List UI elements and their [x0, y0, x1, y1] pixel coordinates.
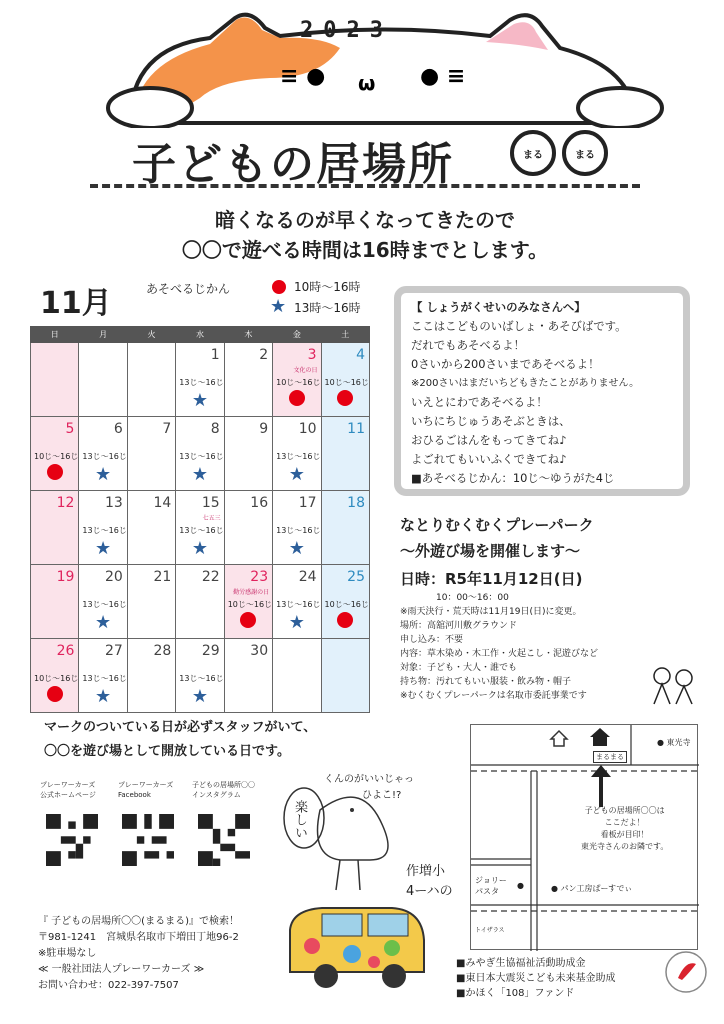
cat-eye-right: ● ≡ — [420, 64, 466, 89]
kids-line: ■あそべるじかん：10じ～ゆうがた4じ — [411, 471, 615, 485]
day-number: 16 — [250, 495, 269, 511]
calendar-day-cell — [176, 343, 224, 417]
star-icon: ★ — [288, 612, 305, 633]
day-number: 8 — [210, 421, 220, 437]
maru-circle-1: まる — [510, 130, 556, 176]
day-number: 6 — [113, 421, 123, 437]
day-time: 13じ～16じ — [276, 526, 321, 535]
calendar-day-cell — [321, 565, 369, 639]
kids-line: ※200さいはまだいちどもきたことがありません。 — [411, 378, 640, 389]
map-toysrus: トイザラス — [475, 927, 505, 934]
red-dot-icon — [47, 464, 63, 484]
day-number: 2 — [259, 347, 269, 363]
painted-van-image — [282, 900, 432, 1000]
day-time: 10じ～16じ — [34, 674, 79, 683]
day-number: 19 — [56, 569, 75, 585]
star-icon: ★ — [270, 296, 287, 317]
qr-code-instagram[interactable] — [198, 814, 250, 866]
playpark-detail: 持ち物：汚れてもいい服装・飲み物・帽子 — [400, 677, 572, 687]
day-time: 13じ～16じ — [82, 600, 127, 609]
day-number: 4 — [356, 347, 365, 363]
qr-block-facebook: プレーワーカーズ Facebook — [118, 781, 174, 799]
day-time: 13じ～16じ — [276, 600, 321, 609]
calendar-day-cell — [127, 491, 175, 565]
qr-code-facebook[interactable] — [122, 814, 174, 866]
day-number: 17 — [298, 495, 317, 511]
legend-title: あそべるじかん — [146, 282, 231, 296]
doodle-text-4: 4ーハの — [406, 884, 453, 899]
day-number: 9 — [259, 421, 269, 437]
day-number: 25 — [347, 569, 365, 585]
calendar-day-cell — [224, 639, 272, 713]
day-time: 13じ～16じ — [179, 378, 224, 387]
map-jolly-dot: ● — [517, 881, 524, 890]
day-number: 14 — [153, 495, 172, 511]
day-number: 12 — [56, 495, 75, 511]
destination-home-icon — [589, 727, 611, 747]
day-number: 22 — [201, 569, 220, 585]
calendar-day-cell — [321, 639, 369, 713]
weekday-row — [31, 327, 370, 343]
map-jolly-pasta: ジョリー パスタ — [475, 876, 507, 896]
day-number: 30 — [250, 643, 269, 659]
red-dot-icon — [289, 390, 305, 410]
calendar-day-cell — [176, 491, 224, 565]
kids-line: よごれてもいいふくできてね♪ — [411, 452, 567, 466]
footer-search: 『 子どもの居場所〇〇(まるまる)』で検索！ — [38, 916, 239, 927]
grant-3: ■かほく「108」ファンド — [456, 988, 575, 999]
doodle-text-2: ひよこ!? — [362, 790, 402, 801]
calendar-week-row — [31, 639, 370, 713]
calendar-day-cell — [321, 343, 369, 417]
red-dot-icon — [47, 686, 63, 706]
calendar-day-cell — [224, 417, 272, 491]
star-icon: ★ — [191, 538, 209, 559]
day-number: 13 — [105, 495, 123, 511]
year: 2023 — [300, 18, 393, 43]
calendar-day-cell — [176, 417, 224, 491]
kids-line: 0さいから200さいまであそべるよ！ — [411, 357, 600, 371]
calendar-day-cell — [321, 417, 369, 491]
day-number: 1 — [210, 347, 220, 363]
day-time: 10じ～16じ — [276, 378, 321, 387]
map-bakery: ● パン工房ぱーすでぃ — [551, 884, 633, 893]
footer-parking: ※駐車場なし — [38, 948, 97, 959]
mark-description-1: マークのついている日が必ずスタッフがいて、 — [44, 720, 317, 735]
calendar-table — [30, 326, 370, 713]
calendar-day-cell — [79, 343, 127, 417]
day-note: 七五三 — [202, 515, 221, 522]
day-note: 文化の日 — [293, 367, 318, 374]
kids-line: いちにちじゅうあそぶときは、 — [411, 414, 571, 428]
home-icon — [549, 729, 569, 747]
map-temple: ● 東光寺 — [657, 738, 691, 747]
day-number: 11 — [347, 421, 365, 437]
calendar-day-cell — [176, 565, 224, 639]
playpark-detail: 場所：高舘河川敷グラウンド — [400, 621, 518, 631]
calendar-day-cell — [273, 639, 321, 713]
red-dot-icon — [337, 390, 353, 410]
day-number: 20 — [105, 569, 123, 585]
calendar-day-cell — [31, 639, 79, 713]
mark-description-2: 〇〇を遊び場として開放している日です。 — [44, 744, 290, 759]
day-number: 10 — [298, 421, 317, 437]
footer-contact: お問い合わせ：022-397-7507 — [38, 980, 179, 991]
map-marumaru: まるまる — [593, 751, 627, 763]
calendar-week-row — [31, 343, 370, 417]
calendar-week-row — [31, 491, 370, 565]
day-number: 3 — [307, 347, 317, 363]
calendar-week-row — [31, 565, 370, 639]
kids-heading: 【 しょうがくせいのみなさんへ】 — [411, 300, 586, 314]
doodle-text-1: くんのがいいじゃっ — [324, 774, 414, 785]
playpark-detail: ※むくむくプレーパークは名取市委託事業です — [400, 691, 587, 701]
playpark-detail: 対象：子ども・大人・誰でも — [400, 663, 518, 673]
playpark-subtitle: ～外遊び場を開催します～ — [400, 542, 581, 560]
qr-block-instagram: 子どもの居場所〇〇 インスタグラム — [192, 781, 255, 799]
calendar-day-cell — [31, 491, 79, 565]
doodle-bubble-text: 楽しい — [292, 800, 307, 839]
day-note: 勤労感謝の日 — [233, 589, 270, 596]
day-time: 10じ～16じ — [227, 600, 273, 609]
weekday-fri: 金 — [273, 327, 321, 343]
day-number: 5 — [65, 421, 75, 437]
legend-star: ★ 13時～16時 — [270, 296, 361, 317]
day-number: 29 — [201, 643, 220, 659]
day-number: 23 — [250, 569, 269, 585]
qr-block-homepage: プレーワーカーズ 公式ホームページ — [40, 781, 96, 799]
qr-code-homepage[interactable] — [46, 814, 98, 866]
calendar-week-row — [31, 417, 370, 491]
calendar-day-cell — [273, 565, 321, 639]
red-dot-icon — [272, 280, 286, 294]
calendar-day-cell — [321, 491, 369, 565]
calendar-day-cell — [127, 565, 175, 639]
day-number: 26 — [56, 643, 75, 659]
day-time: 13じ～16じ — [82, 526, 127, 535]
grant-1: ■みやぎ生協福祉活動助成金 — [456, 958, 586, 969]
star-icon: ★ — [191, 686, 209, 707]
calendar-day-cell — [31, 565, 79, 639]
playpark-title: なとりむくむくプレーパーク — [400, 516, 594, 534]
star-icon: ★ — [95, 538, 112, 559]
dashed-divider — [90, 184, 640, 188]
day-time: 10じ～16じ — [324, 378, 369, 387]
day-number: 18 — [347, 495, 365, 511]
calendar-day-cell — [273, 343, 321, 417]
day-time: 13じ～16じ — [179, 674, 224, 683]
calendar-day-cell — [224, 343, 272, 417]
day-number: 24 — [298, 569, 317, 585]
calendar-day-cell — [79, 565, 127, 639]
footer-org: ≪ 一般社団法人プレーワーカーズ ≫ — [38, 964, 205, 975]
calendar-day-cell — [176, 639, 224, 713]
maru-circles — [510, 130, 608, 176]
map-description: 子どもの居場所〇〇は ここだよ！ 看板が目印！ 東光寺さんのお隣です。 — [581, 806, 669, 851]
cat-eye-left: ≡ ● — [280, 64, 326, 89]
notice-line-1: 暗くなるのが早くなってきたので — [215, 208, 515, 232]
day-time: 10じ～16じ — [324, 600, 369, 609]
star-icon: ★ — [288, 538, 305, 559]
playpark-detail: 申し込み：不要 — [400, 635, 464, 645]
calendar-day-cell — [79, 417, 127, 491]
red-dot-icon — [337, 612, 353, 632]
maru-circle-2: まる — [562, 130, 608, 176]
calendar-day-cell — [127, 417, 175, 491]
kids-message-box — [394, 286, 690, 496]
kids-line: ここはこどものいばしょ・あそびばです。 — [411, 319, 627, 333]
calendar-day-cell — [273, 491, 321, 565]
weekday-tue: 火 — [127, 327, 175, 343]
page-title: 子どもの居場所 — [132, 139, 454, 190]
children-illustration — [650, 664, 696, 708]
month-label: 11月 — [40, 286, 112, 321]
day-time: 13じ～16じ — [179, 526, 224, 535]
star-icon: ★ — [191, 390, 209, 411]
star-icon: ★ — [95, 612, 112, 633]
calendar-day-cell — [273, 417, 321, 491]
notice-line-2: 〇〇で遊べる時間は16時までとします。 — [181, 238, 549, 262]
grant-2: ■東日本大震災こども未来基金助成 — [456, 973, 616, 984]
playpark-detail: ※雨天決行・荒天時は11月19日(日)に変更。 — [400, 607, 582, 617]
playpark-detail: 内容：草木染め・木工作・火起こし・泥遊びなど — [400, 649, 599, 659]
day-number: 7 — [162, 421, 172, 437]
day-time: 13じ～16じ — [276, 452, 321, 461]
fund-seal-logo — [664, 950, 708, 994]
playpark-date: 日時：R5年11月12日(日) — [400, 570, 583, 588]
red-dot-icon — [240, 612, 256, 632]
day-time: 13じ～16じ — [82, 674, 127, 683]
calendar-day-cell — [31, 343, 79, 417]
day-time: 10じ～16じ — [34, 452, 79, 461]
calendar-day-cell — [127, 639, 175, 713]
calendar-day-cell — [31, 417, 79, 491]
calendar-day-cell — [224, 491, 272, 565]
star-icon: ★ — [95, 686, 112, 707]
weekday-sat: 土 — [321, 327, 369, 343]
day-number: 15 — [201, 495, 220, 511]
weekday-sun: 日 — [31, 327, 79, 343]
star-icon: ★ — [95, 464, 112, 485]
weekday-wed: 水 — [176, 327, 224, 343]
calendar-day-cell — [79, 491, 127, 565]
weekday-thu: 木 — [224, 327, 272, 343]
legend-red: 10時～16時 — [272, 278, 361, 295]
calendar-day-cell — [127, 343, 175, 417]
calendar-day-cell — [224, 565, 272, 639]
day-number: 27 — [105, 643, 123, 659]
calendar-day-cell — [79, 639, 127, 713]
weekday-mon: 月 — [79, 327, 127, 343]
star-icon: ★ — [288, 464, 305, 485]
cat-mouth: ω — [358, 71, 376, 95]
kids-line: いえとにわであそべるよ！ — [411, 395, 548, 409]
day-number: 21 — [153, 569, 172, 585]
doodle-text-3: 作増小 — [406, 864, 446, 879]
day-time: 13じ～16じ — [82, 452, 127, 461]
kids-line: だれでもあそべるよ！ — [411, 338, 525, 352]
playpark-time: 10：00～16：00 — [436, 593, 509, 603]
footer-address: 〒981-1241 宮城県名取市下増田丁地96-2 — [38, 932, 239, 943]
day-time: 13じ～16じ — [179, 452, 224, 461]
kids-line: おひるごはんをもってきてね♪ — [411, 433, 567, 447]
day-number: 28 — [153, 643, 172, 659]
star-icon: ★ — [191, 464, 209, 485]
access-map — [470, 724, 698, 950]
